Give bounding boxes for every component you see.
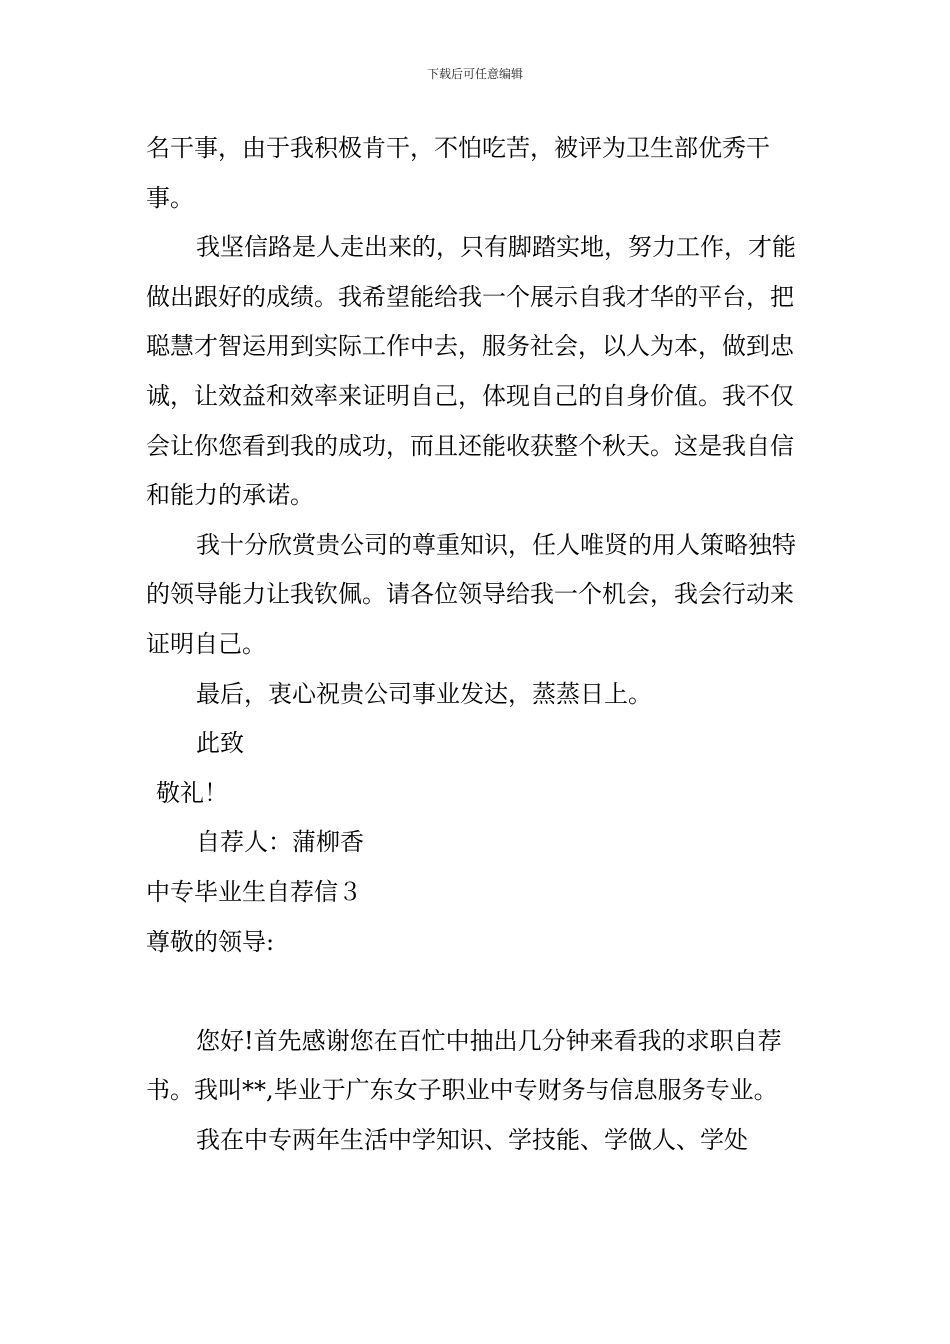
paragraph-wishes: 最后，衷心祝贵公司事业发达，蒸蒸日上。 [196,679,652,708]
paragraph-introduction: 您好!首先感谢您在百忙中抽出几分钟来看我的求职自荐书。我叫**,毕业于广东女子职业中专财务与信息服务专业。 [146,1026,782,1105]
paragraph-continuation: 名干事，由于我积极肯干，不怕吃苦，被评为卫生部优秀干事。 [146,134,770,212]
document-body [146,124,808,1165]
section-title: 中专毕业生自荐信３ [146,877,362,906]
closing-regards: 敬礼！ [156,778,228,807]
paragraph-appreciation: 我十分欣赏贵公司的尊重知识，任人唯贤的用人策略独特的领导能力让我钦佩。请各位领导给我一个机会，我会行动来证明自己。 [146,530,796,658]
paragraph-belief: 我坚信路是人走出来的，只有脚踏实地，努力工作，才能做出跟好的成绩。我希望能给我一个展示自我才华的平台，把聪慧才智运用到实际工作中去，服务社会，以人为本，做到忠诚，让效益和效率来证明自己，体现自己的自身价值。我不仅会让你您看到我的成功，而且还能收获整个秋天。这是我自信和能力的承诺。 [146,233,796,510]
blank-line [146,967,808,1017]
signature: 自荐人：蒲柳香 [196,828,364,857]
closing-salutation: 此致 [196,729,244,758]
page-header: 下载后可任意编辑 [426,67,523,81]
letter-greeting: 尊敬的领导: [146,927,275,956]
paragraph-study: 我在中专两年生活中学知识、学技能、学做人、学处 [196,1125,748,1154]
